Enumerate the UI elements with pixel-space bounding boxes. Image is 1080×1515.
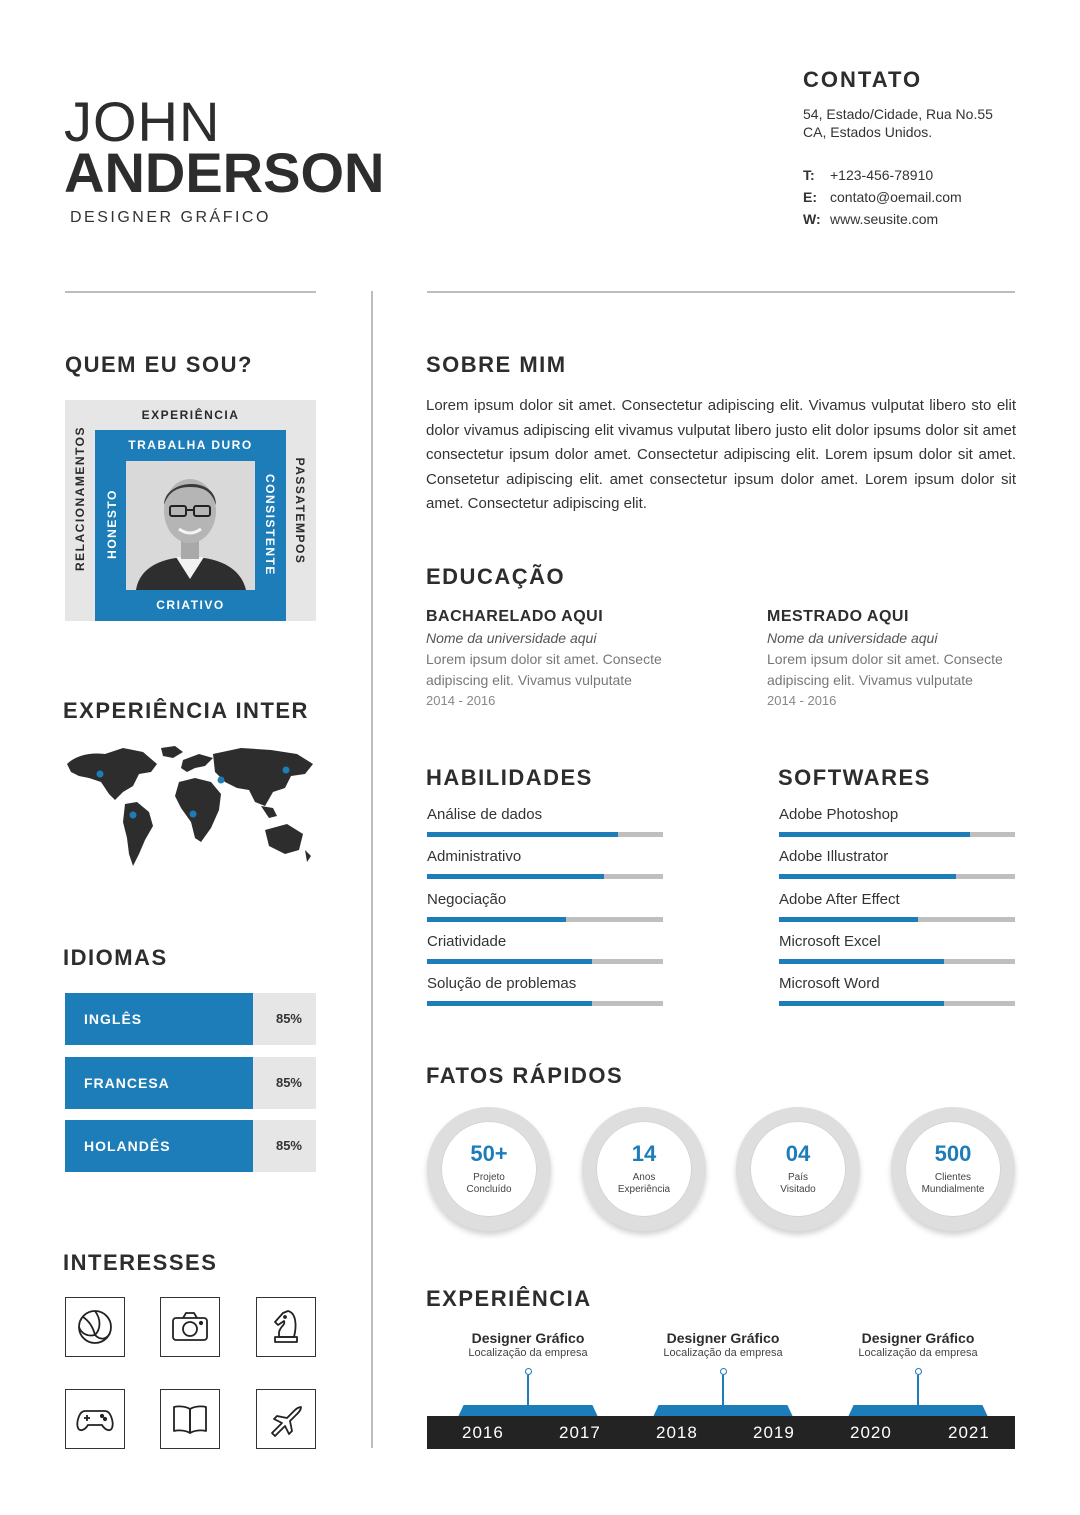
fact-label-line-2: Concluído <box>466 1184 512 1195</box>
timeline-company: Localização da empresa <box>468 1347 588 1359</box>
skills-bar-track <box>427 959 663 964</box>
fact-label-line-2: Mundialmente <box>921 1184 985 1195</box>
software-label: Adobe After Effect <box>779 890 900 908</box>
timeline-year: 2019 <box>753 1423 795 1442</box>
email-value[interactable]: contato@oemail.com <box>830 189 962 205</box>
language-percent: 85% <box>275 1011 302 1026</box>
timeline-year: 2016 <box>462 1423 504 1442</box>
about-text: Lorem ipsum dolor sit amet. Consectetur adipiscing elit. Vivamus vulputat libero sto elit dolor vivamus adipiscing elit vivamus vulputat libero justo elit dolor ipsums dolor sit amet consectetur ipsum dolor amet. Consectetur adipiscing elit. Lorem ipsum dolor sit amet. Consetetur adipiscing elit. amet consectetur ipsum dolor amet. Lorem ipsum dolor sit amet. Consectetur adipiscing elit. <box>426 397 1016 513</box>
education-desc-line-1: Lorem ipsum dolor sit amet. Consecte <box>426 651 662 667</box>
fact-label-line-1: Clientes <box>934 1172 972 1183</box>
software-bar-fill <box>779 1001 944 1006</box>
fact-circle <box>582 1107 706 1231</box>
education-item-1 <box>426 608 686 708</box>
who-inner-bottom-label: CRIATIVO <box>156 598 225 612</box>
experience-title: EXPERIÊNCIA <box>426 1286 592 1311</box>
interest-reading <box>160 1389 220 1449</box>
fact-number: 04 <box>785 1141 811 1166</box>
contact-phone <box>803 167 933 183</box>
interest-travel <box>256 1389 316 1449</box>
software-bar-track <box>779 832 1015 837</box>
software-bar-track <box>779 959 1015 964</box>
who-title: QUEM EU SOU? <box>65 352 253 377</box>
software-bar-track <box>779 917 1015 922</box>
skills-bar-track <box>427 874 663 879</box>
fact-label-line-1: País <box>787 1172 808 1183</box>
skills-bar-track <box>427 832 663 837</box>
education-item-2 <box>767 608 1027 708</box>
timeline-company: Localização da empresa <box>663 1347 783 1359</box>
skills-title: HABILIDADES <box>426 765 593 790</box>
software-label: Adobe Photoshop <box>779 806 899 823</box>
education-school: Nome da universidade aqui <box>767 630 938 646</box>
who-inner-left-label: HONESTO <box>105 489 119 559</box>
skills-bar-fill <box>427 1001 592 1006</box>
fact-label-line-1: Anos <box>632 1172 656 1183</box>
language-name: INGLÊS <box>84 1011 143 1027</box>
languages-title: IDIOMAS <box>63 945 168 970</box>
phone-label: T: <box>803 167 815 183</box>
interest-gaming <box>65 1389 125 1449</box>
software-bar-track <box>779 874 1015 879</box>
fact-circle <box>891 1107 1015 1231</box>
skills-label: Solução de problemas <box>427 975 577 993</box>
address-line-1: 54, Estado/Cidade, Rua No.55 <box>803 106 993 122</box>
timeline-year: 2017 <box>559 1423 601 1442</box>
software-label: Microsoft Word <box>779 975 880 993</box>
who-inner-right-label: CONSISTENTE <box>263 474 277 576</box>
fact-circle-inner <box>596 1121 692 1217</box>
airplane-icon <box>266 1399 306 1439</box>
contact-web <box>803 211 938 227</box>
who-top-label: EXPERIÊNCIA <box>141 408 240 422</box>
skills-label: Administrativo <box>427 848 522 866</box>
skills-bar-fill <box>427 917 566 922</box>
software-title: SOFTWARES <box>778 765 931 790</box>
first-name: JOHN <box>64 90 221 153</box>
software-bar-fill <box>779 832 970 837</box>
web-value[interactable]: www.seusite.com <box>830 211 939 227</box>
timeline-job-title: Designer Gráfico <box>471 1330 585 1346</box>
timeline-dot <box>525 1368 532 1375</box>
education-desc <box>767 649 1027 691</box>
timeline-bar <box>427 1416 1015 1449</box>
software-bar-fill <box>779 917 918 922</box>
language-name: FRANCESA <box>84 1075 170 1091</box>
column-divider <box>371 291 373 1448</box>
timeline-company: Localização da empresa <box>858 1347 978 1359</box>
timeline-dot <box>720 1368 727 1375</box>
education-desc-line-1: Lorem ipsum dolor sit amet. Consecte <box>767 651 1003 667</box>
fact-number: 50+ <box>470 1141 508 1166</box>
skills-bar-fill <box>427 832 618 837</box>
right-divider <box>427 291 1015 293</box>
language-percent: 85% <box>275 1075 302 1090</box>
education-school: Nome da universidade aqui <box>426 630 597 646</box>
education-title: EDUCAÇÃO <box>426 564 566 589</box>
skills-label: Análise de dados <box>427 806 543 823</box>
language-percent: 85% <box>275 1138 302 1153</box>
language-bar <box>65 1057 316 1109</box>
about-title: SOBRE MIM <box>426 352 567 377</box>
job-role: DESIGNER GRÁFICO <box>70 209 271 226</box>
world-map-icon <box>65 742 317 870</box>
chess-knight-icon <box>266 1307 306 1347</box>
address-line-2: CA, Estados Unidos. <box>803 124 933 140</box>
fact-circle <box>427 1107 551 1231</box>
skills-label: Negociação <box>427 890 507 908</box>
contact-address <box>803 105 1033 141</box>
interests-title: INTERESSES <box>63 1250 218 1275</box>
education-desc <box>426 649 686 691</box>
timeline-stem <box>917 1375 919 1405</box>
last-name: ANDERSON <box>64 141 385 204</box>
facts-title: FATOS RÁPIDOS <box>426 1063 624 1088</box>
fact-circle <box>736 1107 860 1231</box>
who-inner-top-label: TRABALHA DURO <box>128 438 253 452</box>
education-degree: BACHARELADO AQUI <box>426 608 604 625</box>
international-title: EXPERIÊNCIA INTER <box>63 698 309 723</box>
profile-photo-illustration <box>126 461 255 590</box>
gamepad-icon <box>75 1399 115 1439</box>
education-desc-line-2: adipiscing elit. Vivamus vulputate <box>767 672 973 688</box>
software-bar-fill <box>779 874 956 879</box>
fact-number: 14 <box>631 1141 657 1166</box>
skills-bar-fill <box>427 959 592 964</box>
timeline-year: 2020 <box>850 1423 892 1442</box>
fact-label-line-1: Projeto <box>473 1172 505 1183</box>
timeline-stem <box>527 1375 529 1405</box>
book-icon <box>170 1399 210 1439</box>
education-years: 2014 - 2016 <box>426 693 496 708</box>
education-desc-line-2: adipiscing elit. Vivamus vulputate <box>426 672 632 688</box>
timeline-dot <box>915 1368 922 1375</box>
fact-label-line-2: Experiência <box>617 1184 671 1195</box>
timeline-job-title: Designer Gráfico <box>861 1330 975 1346</box>
skills-bar-fill <box>427 874 604 879</box>
language-bar <box>65 993 316 1045</box>
timeline-job-title: Designer Gráfico <box>666 1330 780 1346</box>
left-divider <box>65 291 316 293</box>
phone-value[interactable]: +123-456-78910 <box>830 167 934 183</box>
software-label: Microsoft Excel <box>779 932 881 950</box>
who-left-label: RELACIONAMENTOS <box>73 426 87 571</box>
contact-title: CONTATO <box>803 67 923 92</box>
timeline-stem <box>722 1375 724 1405</box>
timeline-year: 2018 <box>656 1423 698 1442</box>
language-bar <box>65 1120 316 1172</box>
skills-bar-track <box>427 917 663 922</box>
interest-chess <box>256 1297 316 1357</box>
software-bar-track <box>779 1001 1015 1006</box>
fact-label-line-2: Visitado <box>780 1184 816 1195</box>
fact-circle-inner <box>750 1121 846 1217</box>
skills-bar-track <box>427 1001 663 1006</box>
web-label: W: <box>803 211 821 227</box>
who-right-label: PASSATEMPOS <box>293 457 307 565</box>
email-label: E: <box>803 189 817 205</box>
interest-volleyball <box>65 1297 125 1357</box>
timeline-year: 2021 <box>948 1423 990 1442</box>
volleyball-icon <box>75 1307 115 1347</box>
contact-email <box>803 189 962 205</box>
education-degree: MESTRADO AQUI <box>767 608 909 625</box>
skills-label: Criatividade <box>427 932 507 950</box>
fact-circle-inner <box>441 1121 537 1217</box>
fact-number: 500 <box>934 1141 972 1166</box>
software-label: Adobe Illustrator <box>779 848 889 866</box>
language-name: HOLANDÊS <box>84 1138 171 1154</box>
camera-icon <box>170 1307 210 1347</box>
interest-photography <box>160 1297 220 1357</box>
fact-circle-inner <box>905 1121 1001 1217</box>
profile-photo <box>126 461 255 590</box>
education-years: 2014 - 2016 <box>767 693 837 708</box>
software-bar-fill <box>779 959 944 964</box>
